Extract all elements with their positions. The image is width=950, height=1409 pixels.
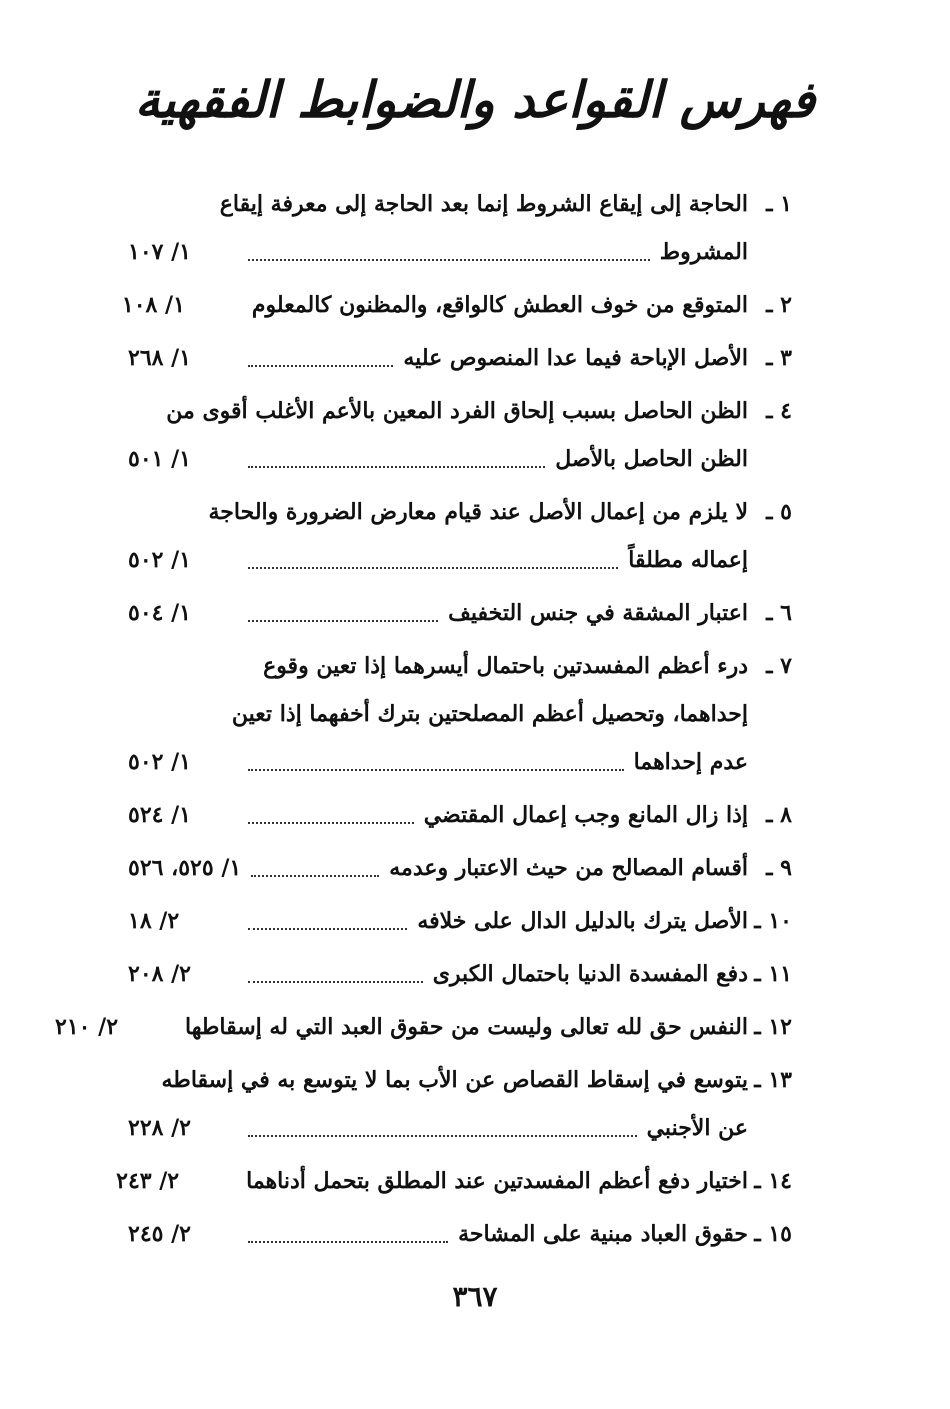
entry-page-ref: ١/ ٥٠٤ xyxy=(128,600,191,626)
index-entry xyxy=(128,387,792,483)
dot-leader xyxy=(248,981,423,983)
entry-line xyxy=(128,1104,792,1152)
entry-page-ref: ٢/ ١٨ xyxy=(128,908,180,934)
index-entry xyxy=(128,180,792,276)
entry-number: ٤ ـ xyxy=(766,398,792,424)
entry-line xyxy=(128,1056,792,1104)
entry-page-ref: ١/ ٥٢٥، ٥٢٦ xyxy=(128,855,242,881)
entry-line xyxy=(128,589,792,637)
entry-number: ٢ ـ xyxy=(766,292,792,318)
entry-line xyxy=(128,738,792,786)
entry-page-ref: ١/ ٥٠٢ xyxy=(128,749,191,775)
entry-number: ٣ ـ xyxy=(766,345,792,371)
entry-text: درء أعظم المفسدتين باحتمال أيسرهما إذا تعين وقوع xyxy=(263,653,748,679)
entry-line xyxy=(128,228,792,276)
entry-page-ref: ١/ ٥٢٤ xyxy=(128,802,191,828)
entry-page-ref: ١/ ١٠٧ xyxy=(128,239,191,265)
entry-text: دفع المفسدة الدنيا باحتمال الكبرى xyxy=(432,961,748,987)
index-list xyxy=(55,180,792,1263)
entry-number: ١٠ ـ xyxy=(754,908,792,934)
entry-line xyxy=(128,1210,792,1258)
entry-text: الأصل يترك بالدليل الدال على خلافه xyxy=(417,908,748,934)
entry-text: أقسام المصالح من حيث الاعتبار وعدمه xyxy=(389,855,748,881)
entry-number: ١٢ ـ xyxy=(754,1014,792,1040)
entry-page-ref: ٢/ ٢٤٥ xyxy=(128,1221,191,1247)
entry-text: اختيار دفع أعظم المفسدتين عند المطلق بتحمل أدناهما xyxy=(246,1168,748,1194)
entry-page-ref: ٢/ ٢٢٨ xyxy=(128,1115,191,1141)
entry-text: المشروط xyxy=(659,239,748,265)
entry-line xyxy=(128,642,792,690)
index-entry xyxy=(121,281,792,329)
entry-page-ref: ١/ ٥٠٢ xyxy=(128,547,191,573)
entry-text: اعتبار المشقة في جنس التخفيف xyxy=(448,600,748,626)
page-number: ٣٦٧ xyxy=(452,1280,498,1313)
entry-line xyxy=(128,334,792,382)
dot-leader xyxy=(248,822,414,824)
entry-line xyxy=(128,950,792,998)
entry-number: ٩ ـ xyxy=(766,855,792,881)
entry-text: الظن الحاصل بالأصل xyxy=(555,446,748,472)
dot-leader xyxy=(251,875,379,877)
entry-line xyxy=(55,1003,792,1051)
page-title: فهرس القواعد والضوابط الفقهية xyxy=(134,70,816,129)
entry-page-ref: ٢/ ٢١٠ xyxy=(55,1014,119,1040)
entry-page-ref: ١/ ١٠٨ xyxy=(121,292,185,318)
dot-leader xyxy=(248,769,624,771)
entry-text: عدم إحداهما xyxy=(633,749,748,775)
entry-line xyxy=(128,844,792,892)
index-entry xyxy=(116,1157,792,1205)
index-entry xyxy=(128,844,792,892)
index-entry xyxy=(128,589,792,637)
index-entry xyxy=(128,642,792,786)
entry-text: النفس حق لله تعالى وليست من حقوق العبد التي له إسقاطها xyxy=(185,1014,748,1040)
dot-leader xyxy=(248,466,545,468)
entry-number: ١٤ ـ xyxy=(754,1168,792,1194)
entry-line xyxy=(121,281,792,329)
entry-text: الحاجة إلى إيقاع الشروط إنما بعد الحاجة إلى معرفة إيقاع xyxy=(219,191,748,217)
entry-line xyxy=(128,180,792,228)
entry-number: ١٥ ـ xyxy=(754,1221,792,1247)
entry-text: إذا زال المانع وجب إعمال المقتضي xyxy=(423,802,748,828)
entry-page-ref: ٢/ ٢٤٣ xyxy=(116,1168,180,1194)
index-entry xyxy=(128,334,792,382)
index-entry xyxy=(128,488,792,584)
entry-line xyxy=(128,435,792,483)
entry-text: حقوق العباد مبنية على المشاحة xyxy=(458,1221,748,1247)
entry-line xyxy=(128,488,792,536)
entry-text: المتوقع من خوف العطش كالواقع، والمظنون كالمعلوم xyxy=(251,292,748,318)
dot-leader xyxy=(248,1241,448,1243)
entry-line xyxy=(128,536,792,584)
entry-line xyxy=(128,791,792,839)
entry-number: ٨ ـ xyxy=(766,802,792,828)
dot-leader xyxy=(248,620,438,622)
entry-number: ١ ـ xyxy=(766,191,792,217)
entry-number: ٥ ـ xyxy=(766,499,792,525)
index-entry xyxy=(128,1210,792,1258)
dot-leader xyxy=(248,567,618,569)
entry-text: إعماله مطلقاً xyxy=(628,547,748,573)
entry-line xyxy=(116,1157,792,1205)
entry-text: يتوسع في إسقاط القصاص عن الأب بما لا يتوسع به في إسقاطه xyxy=(161,1067,748,1093)
entry-number: ٧ ـ xyxy=(766,653,792,679)
entry-number: ١١ ـ xyxy=(754,961,792,987)
entry-number: ١٣ ـ xyxy=(754,1067,792,1093)
index-entry xyxy=(128,897,792,945)
entry-page-ref: ٢/ ٢٠٨ xyxy=(128,961,191,987)
entry-text: الظن الحاصل بسبب إلحاق الفرد المعين بالأعم الأغلب أقوى من xyxy=(166,398,748,424)
index-entry xyxy=(55,1003,792,1051)
index-entry xyxy=(128,791,792,839)
entry-line xyxy=(128,387,792,435)
dot-leader xyxy=(248,259,650,261)
entry-page-ref: ١/ ٥٠١ xyxy=(128,446,191,472)
entry-line xyxy=(128,897,792,945)
entry-text: لا يلزم من إعمال الأصل عند قيام معارض الضرورة والحاجة xyxy=(208,499,748,525)
entry-text: عن الأجنبي xyxy=(646,1115,748,1141)
dot-leader xyxy=(248,1135,637,1137)
entry-page-ref: ١/ ٢٦٨ xyxy=(128,345,191,371)
entry-text: إحداهما، وتحصيل أعظم المصلحتين بترك أخفهما إذا تعين xyxy=(231,701,748,727)
dot-leader xyxy=(248,365,393,367)
index-entry xyxy=(128,1056,792,1152)
entry-number: ٦ ـ xyxy=(766,600,792,626)
entry-text: الأصل الإباحة فيما عدا المنصوص عليه xyxy=(403,345,748,371)
dot-leader xyxy=(248,928,407,930)
index-entry xyxy=(128,950,792,998)
entry-line xyxy=(128,690,792,738)
